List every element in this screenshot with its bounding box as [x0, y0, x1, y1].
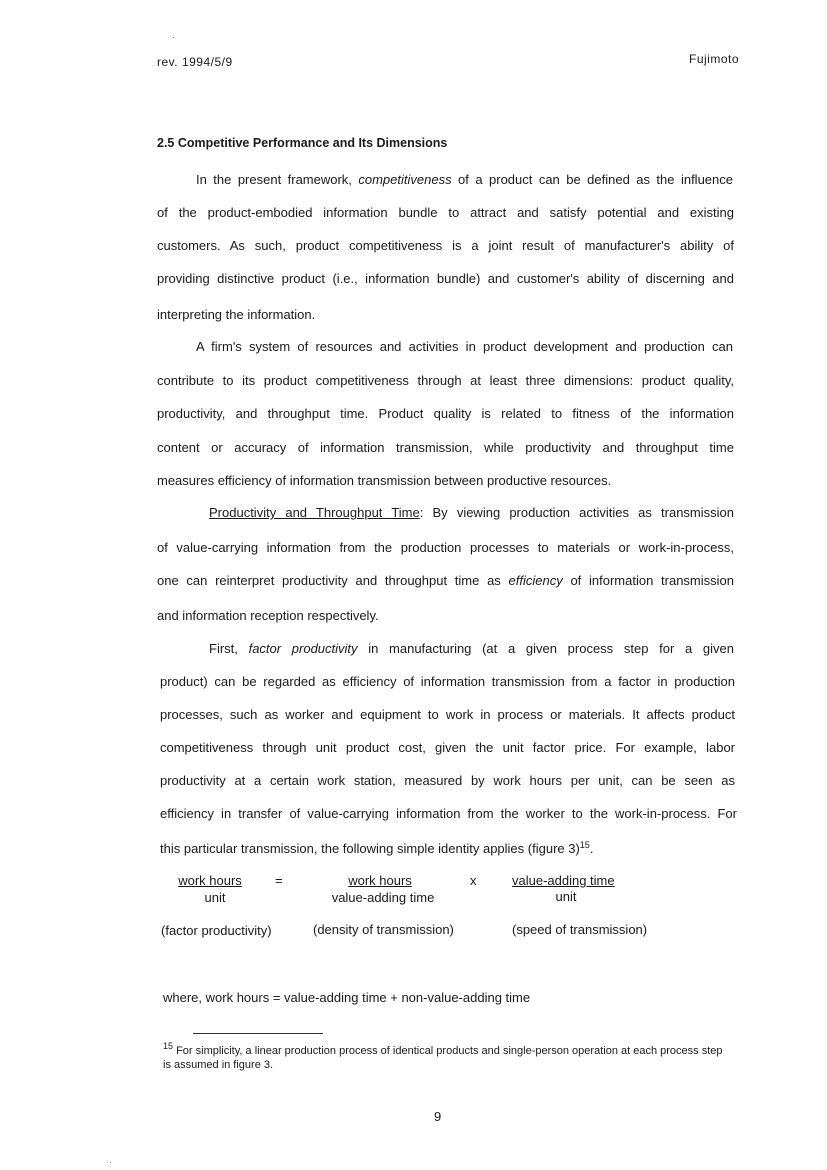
text-line: and information reception respectively. — [157, 608, 379, 623]
text-line: customers. As such, product competitiveness is a joint result of manufacturer's ability of — [157, 238, 734, 253]
text-line — [196, 172, 733, 188]
fraction-3-denominator: unit — [555, 889, 577, 904]
emphasis-text: competitiveness — [358, 172, 452, 187]
text-span: : By viewing production activities as transmission — [419, 505, 734, 520]
text-line: competitiveness through unit product cost, given the unit factor price. For example, labor — [160, 740, 735, 755]
fraction-2-numerator: work hours — [348, 873, 412, 888]
footnote-number: 15 — [163, 1041, 174, 1051]
emphasis-text: factor productivity — [248, 641, 358, 656]
text-line: providing distinctive product (i.e., information bundle) and customer's ability of discerning and — [157, 271, 734, 286]
footnote-ref: 15 — [579, 840, 590, 850]
header-revision: rev. 1994/5/9 — [157, 55, 233, 69]
text-line: content or accuracy of information transmission, while productivity and throughput time — [157, 440, 734, 455]
text-line: contribute to its product competitiveness through at least three dimensions: product quality, — [157, 373, 734, 388]
footnote-text: For simplicity, a linear production process of identical products and single-person operation at each process step is assumed in figure 3. — [163, 1045, 723, 1071]
text-span: one can reinterpret productivity and throughput time as — [157, 573, 509, 588]
text-line — [209, 641, 734, 657]
fraction-2-denominator: value-adding time — [331, 890, 435, 905]
text-span: this particular transmission, the following simple identity applies (figure 3) — [160, 841, 580, 856]
label-factor-productivity: (factor productivity) — [161, 923, 272, 938]
text-line: product) can be regarded as efficiency of information transmission from a factor in production — [160, 674, 735, 689]
text-span: First, — [209, 641, 249, 656]
text-line: measures efficiency of information transmission between productive resources. — [157, 473, 612, 488]
page-number: 9 — [434, 1109, 442, 1124]
fraction-3-numerator: value-adding time — [512, 873, 615, 888]
emphasis-text: efficiency — [508, 573, 563, 588]
fraction-1-numerator: work hours — [178, 873, 242, 888]
text-span: of information transmission — [562, 573, 735, 588]
section-title: 2.5 Competitive Performance and Its Dimensions — [157, 136, 448, 150]
text-line — [157, 573, 734, 589]
label-density: (density of transmission) — [313, 922, 454, 937]
times-sign: x — [470, 873, 477, 888]
where-clause: where, work hours = value-adding time + non-value-adding time — [163, 990, 531, 1005]
text-span: in manufacturing (at a given process step for a given — [357, 641, 734, 656]
header-author: Fujimoto — [689, 52, 740, 66]
scan-speck — [173, 37, 174, 38]
equals-sign: = — [275, 873, 283, 888]
text-line: productivity, and throughput time. Product quality is related to fitness of the information — [157, 406, 734, 421]
text-line: of value-carrying information from the production processes to materials or work-in-process, — [157, 540, 734, 555]
text-line — [160, 841, 737, 857]
fraction-1-denominator: unit — [204, 890, 226, 905]
text-line: A firm's system of resources and activities in product development and production can — [196, 339, 733, 354]
footnote — [163, 1041, 733, 1072]
text-line: processes, such as worker and equipment to work in process or materials. It affects product — [160, 707, 735, 722]
text-line: of the product-embodied information bundle to attract and satisfy potential and existing — [157, 205, 734, 220]
underlined-heading: Productivity and Throughput Time — [209, 505, 420, 520]
label-speed: (speed of transmission) — [512, 922, 648, 937]
text-span: of a product can be defined as the influence — [451, 172, 733, 187]
scan-speck — [110, 1162, 111, 1163]
footnote-divider — [193, 1033, 323, 1034]
text-line: interpreting the information. — [157, 307, 316, 322]
text-span: . — [589, 841, 594, 856]
text-line: efficiency in transfer of value-carrying information from the worker to the work-in-process. For — [160, 806, 737, 821]
text-line — [209, 505, 734, 521]
text-span: In the present framework, — [196, 172, 359, 187]
text-line: productivity at a certain work station, measured by work hours per unit, can be seen as — [160, 773, 735, 788]
